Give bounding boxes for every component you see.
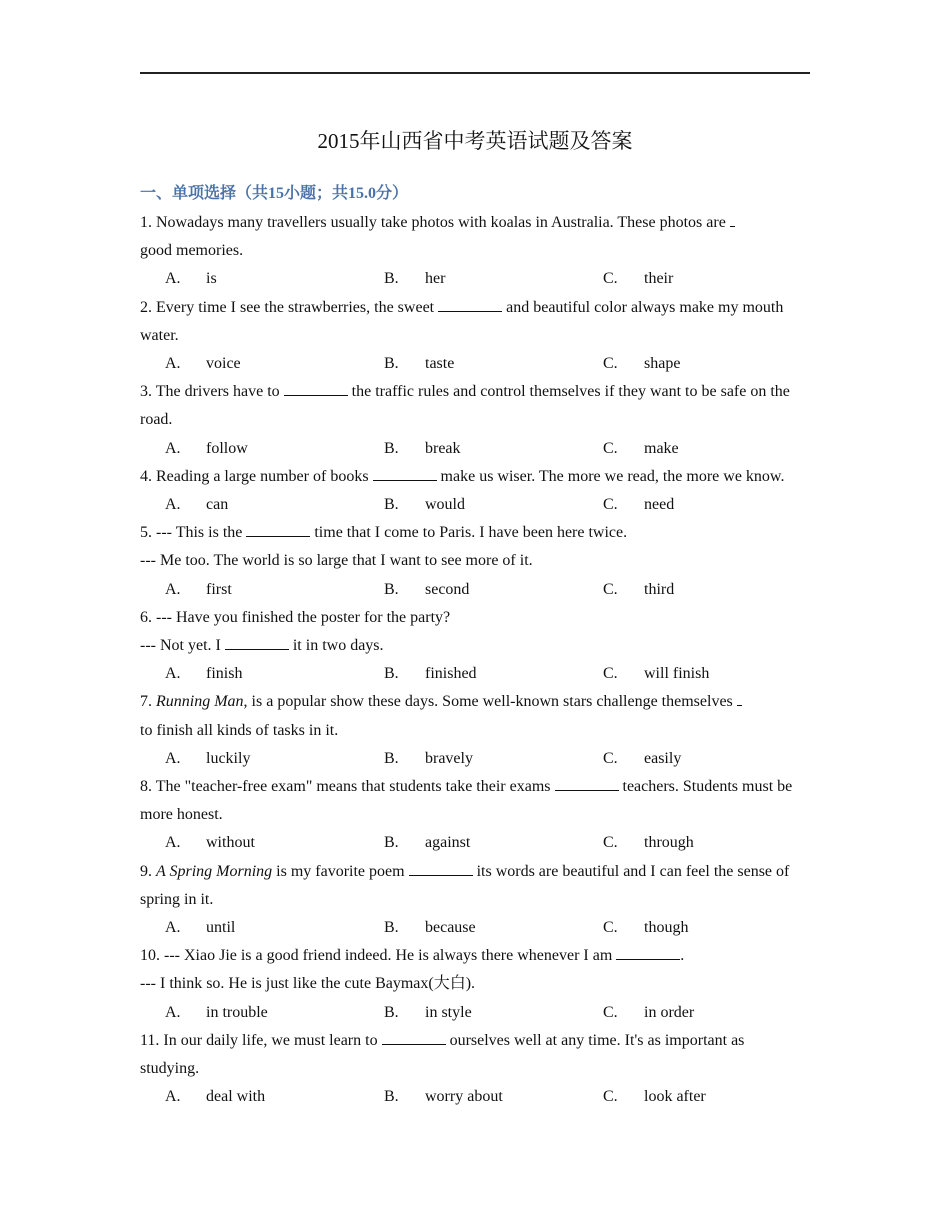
option-key: B. (384, 355, 399, 372)
question (140, 688, 812, 773)
option (140, 435, 359, 463)
question-number: 4. (140, 467, 152, 485)
option-key: C. (603, 834, 618, 852)
option-key: B. (384, 665, 399, 683)
question-number: 5. (140, 524, 152, 542)
option-key: A. (165, 495, 181, 513)
option (359, 829, 578, 857)
option-text: luckily (206, 749, 251, 767)
option (578, 435, 797, 463)
option-key: A. (165, 580, 181, 598)
option (359, 999, 578, 1027)
option-text: will finish (644, 665, 710, 683)
question-text: water. (140, 326, 179, 344)
option-text: against (425, 834, 471, 852)
option-text: until (206, 918, 236, 936)
question-text: --- Not yet. I (140, 636, 225, 654)
answer-options (140, 829, 812, 857)
option-key: C. (603, 580, 618, 598)
option-key: A. (165, 355, 181, 372)
option (578, 350, 797, 378)
header-rule (140, 72, 810, 74)
option (140, 491, 359, 519)
question-text: spring in it. (140, 890, 214, 908)
option-text: first (206, 580, 232, 598)
option (359, 576, 578, 604)
question-text: --- I think so. He is just like the cute Baymax(大白). (140, 975, 476, 993)
question-text: The "teacher-free exam" means that students take their exams (152, 777, 555, 795)
option-key: B. (384, 439, 399, 457)
option-key: C. (603, 1088, 618, 1106)
option-key: B. (384, 1003, 399, 1021)
question-text: The drivers have to (152, 383, 284, 401)
option (578, 914, 797, 942)
answer-blank (225, 635, 289, 650)
option-key: A. (165, 665, 181, 683)
question-text: teachers. Students must be (618, 777, 793, 795)
answer-blank (373, 466, 437, 481)
option (140, 999, 359, 1027)
answer-options (140, 576, 812, 604)
question-text: --- Xiao Jie is a good friend indeed. He is always there whenever I am (160, 947, 617, 965)
option-key: A. (165, 1088, 181, 1106)
question-number: 7. (140, 693, 152, 711)
question-text: good memories. (140, 242, 244, 260)
question (140, 519, 812, 604)
option-text: without (206, 834, 255, 852)
option-text: worry about (425, 1088, 503, 1106)
question-text: studying. (140, 1059, 200, 1077)
option-key: A. (165, 1003, 181, 1021)
answer-blank (382, 1030, 446, 1045)
option-text: finish (206, 665, 243, 683)
option-key: C. (603, 1003, 618, 1021)
question-text: it in two days. (288, 636, 384, 654)
question-text: more honest. (140, 806, 223, 824)
option-text: through (644, 834, 694, 852)
document-title: 2015年山西省中考英语试题及答案 (317, 129, 633, 153)
option-text: deal with (206, 1088, 266, 1106)
question-text: road. (140, 411, 173, 429)
option (578, 829, 797, 857)
option-text: her (425, 270, 446, 288)
option-text: taste (425, 355, 455, 372)
option (140, 265, 359, 293)
option-text: because (425, 918, 476, 936)
option (578, 745, 797, 773)
option-key: C. (603, 665, 618, 683)
option-key: A. (165, 270, 181, 288)
question (140, 942, 812, 1027)
option (578, 265, 797, 293)
question-text: Nowadays many travellers usually take photos with koalas in Australia. These photos are (152, 214, 730, 231)
option-key: B. (384, 1088, 399, 1106)
question (140, 858, 812, 943)
option-key: A. (165, 439, 181, 457)
option-text: finished (425, 665, 477, 683)
question (140, 378, 812, 463)
answer-options (140, 914, 812, 942)
question-text: make us wiser. The more we read, the more we know. (436, 467, 785, 485)
option (140, 1083, 359, 1111)
question (140, 1027, 812, 1112)
option-key: B. (384, 918, 399, 936)
option (140, 829, 359, 857)
option-text: in trouble (206, 1003, 268, 1021)
answer-blank (616, 945, 680, 960)
answer-blank (246, 522, 310, 537)
answer-options (140, 435, 812, 463)
option (140, 914, 359, 942)
answer-blank (555, 776, 619, 791)
option-key: C. (603, 355, 618, 372)
option-text: third (644, 580, 675, 598)
answer-blank (409, 861, 473, 876)
question (140, 294, 812, 379)
title-italic: Running Man (156, 693, 244, 711)
option (140, 350, 359, 378)
option (359, 745, 578, 773)
option-key: C. (603, 439, 618, 457)
question (140, 463, 812, 519)
question-text: --- Have you finished the poster for the party? (152, 608, 451, 626)
question-text: --- This is the (152, 524, 247, 542)
question-number: 3. (140, 383, 152, 401)
option-key: B. (384, 495, 399, 513)
option-text: second (425, 580, 470, 598)
option-text: in order (644, 1003, 695, 1021)
option-key: B. (384, 270, 399, 288)
option-text: their (644, 270, 674, 288)
question-text: time that I come to Paris. I have been here twice. (310, 524, 628, 542)
option-text: would (425, 495, 465, 513)
question-number: 6. (140, 608, 152, 626)
question-number: 11. (140, 1031, 160, 1049)
question (140, 773, 812, 858)
option-key: C. (603, 270, 618, 288)
answer-options (140, 660, 812, 688)
option (578, 1083, 797, 1111)
option-text: can (206, 495, 229, 513)
option-key: A. (165, 834, 181, 852)
option (359, 265, 578, 293)
answer-options (140, 1083, 812, 1111)
option (140, 745, 359, 773)
option-text: voice (206, 355, 241, 372)
option-text: bravely (425, 749, 473, 767)
option-text: shape (644, 355, 681, 372)
question-number: 9. (140, 862, 152, 880)
option (359, 1083, 578, 1111)
question-text: and beautiful color always make my mouth (502, 298, 784, 316)
answer-blank (730, 212, 735, 227)
option (578, 660, 797, 688)
option (359, 435, 578, 463)
option (359, 491, 578, 519)
question-text: its words are beautiful and I can feel the sense of (472, 862, 790, 880)
question-text: ourselves well at any time. It's as important as (445, 1031, 745, 1049)
answer-blank (438, 297, 502, 312)
question (140, 604, 812, 689)
question-text: to finish all kinds of tasks in it. (140, 721, 339, 739)
question-number: 1. (140, 214, 152, 231)
option (578, 999, 797, 1027)
title-italic: A Spring Morning (156, 862, 273, 880)
question-number: 2. (140, 298, 152, 316)
option-text: need (644, 495, 675, 513)
option-key: B. (384, 834, 399, 852)
option-key: A. (165, 918, 181, 936)
question-text: In our daily life, we must learn to (159, 1031, 382, 1049)
question (140, 209, 812, 294)
option-text: easily (644, 749, 682, 767)
option-text: is (206, 270, 217, 288)
option (359, 350, 578, 378)
option (359, 914, 578, 942)
option (359, 660, 578, 688)
answer-blank (737, 691, 742, 706)
option-key: B. (384, 749, 399, 767)
option-text: make (644, 439, 679, 457)
section-heading: 一、单项选择（共15小题；共15.0分） (140, 185, 409, 202)
option-key: B. (384, 580, 399, 598)
option-key: C. (603, 918, 618, 936)
option (140, 660, 359, 688)
question-list (140, 209, 812, 1111)
question-text: , is a popular show these days. Some well-known stars challenge themselves (243, 693, 737, 711)
answer-options (140, 999, 812, 1027)
answer-options (140, 491, 812, 519)
option-text: in style (425, 1003, 472, 1021)
option-key: C. (603, 749, 618, 767)
question-text: is my favorite poem (272, 862, 409, 880)
option (140, 576, 359, 604)
option-text: look after (644, 1088, 706, 1106)
answer-options (140, 745, 812, 773)
answer-blank (284, 381, 348, 396)
question-text: the traffic rules and control themselves if they want to be safe on the (347, 383, 790, 401)
option-key: A. (165, 749, 181, 767)
option (578, 576, 797, 604)
question-text: . (680, 947, 685, 965)
question-text: Every time I see the strawberries, the sweet (152, 298, 439, 316)
option-text: though (644, 918, 689, 936)
question-number: 10. (140, 947, 160, 965)
question-number: 8. (140, 777, 152, 795)
answer-options (140, 350, 812, 378)
option-text: break (425, 439, 461, 457)
option-key: C. (603, 495, 618, 513)
option-text: follow (206, 439, 248, 457)
answer-options (140, 265, 812, 293)
question-text: --- Me too. The world is so large that I want to see more of it. (140, 552, 533, 570)
question-text: Reading a large number of books (152, 467, 373, 485)
option (578, 491, 797, 519)
